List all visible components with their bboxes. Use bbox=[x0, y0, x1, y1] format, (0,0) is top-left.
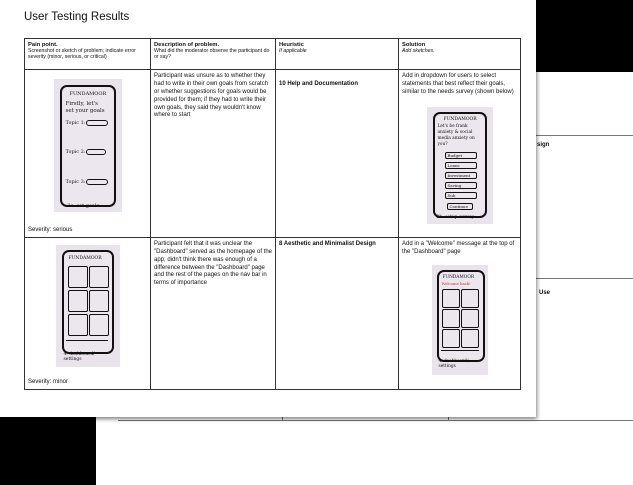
solution-text: Add in a "Welcome" message at the top of the "Dashboard" page bbox=[402, 241, 515, 256]
sketch-field bbox=[86, 179, 108, 185]
sketch-dropdown bbox=[445, 192, 477, 199]
sketch-dropdown bbox=[445, 182, 477, 189]
description-cell bbox=[151, 238, 276, 390]
sketch-field bbox=[86, 120, 108, 126]
description-text: Participant felt that it was unclear the "Dashboard" served as the homepage of the app; didn't think there was enough of a difference between the "Dashboard" page and the rest of the pages on the nav bar in terms of importance bbox=[154, 241, 273, 287]
header-label: Solution bbox=[402, 42, 426, 48]
header-heuristic bbox=[276, 39, 399, 70]
sketch-caption: 2b. setup survey bbox=[436, 214, 475, 220]
sketch-card bbox=[461, 309, 479, 328]
sketch-card bbox=[68, 314, 88, 336]
description-text: Participant was unsure as to whether they had to write in their own goals from scratch or whether suggestions for goals would be provided for them; if they had to write their own goals, they said they wouldn't know where to start bbox=[154, 73, 269, 119]
sketch-text: you? bbox=[437, 141, 448, 147]
sketch-text: Let's be frank bbox=[437, 123, 468, 129]
heuristic-text: 8 Aesthetic and Minimalist Design bbox=[279, 241, 376, 248]
heuristic-cell bbox=[276, 238, 399, 390]
table-row bbox=[25, 70, 521, 238]
pain-sketch-image bbox=[54, 79, 122, 212]
sketch-field bbox=[86, 149, 106, 155]
header-sub: If applicable bbox=[279, 48, 307, 54]
back-rule bbox=[118, 420, 633, 421]
sketch-caption: 4. dashboard/ settings bbox=[438, 358, 469, 369]
results-table bbox=[24, 38, 521, 390]
header-sub: What did the moderator observe the participant do or say? bbox=[154, 48, 270, 61]
table-row bbox=[25, 238, 521, 390]
severity-label: Severity: minor bbox=[28, 379, 69, 385]
sketch-button bbox=[447, 203, 473, 210]
header-pain-point bbox=[25, 39, 151, 70]
sketch-text: Firstly, let's bbox=[65, 101, 98, 108]
header-solution bbox=[399, 39, 521, 70]
severity-label: Severity: serious bbox=[28, 227, 73, 234]
sketch-text: FUNDAMOOR bbox=[68, 256, 102, 262]
page-title: User Testing Results bbox=[24, 11, 130, 23]
sketch-text: Topic 2: bbox=[65, 149, 86, 156]
sketch-text: Loans bbox=[447, 162, 460, 168]
sketch-text: Topic 3: bbox=[65, 179, 86, 186]
sketch-text: Sub bbox=[447, 192, 456, 198]
sketch-card bbox=[442, 289, 460, 308]
sketch-card bbox=[68, 290, 88, 312]
sketch-text: anxiety & social bbox=[437, 129, 473, 135]
pain-sketch-image bbox=[56, 245, 120, 367]
pain-point-cell bbox=[25, 238, 151, 390]
sketch-text: Saving bbox=[447, 182, 462, 188]
sketch-text: Continue bbox=[449, 203, 468, 209]
sketch-navbar bbox=[441, 350, 479, 351]
sketch-text: FUNDAMOOR bbox=[443, 116, 477, 122]
sketch-card bbox=[461, 329, 479, 348]
sketch-caption: 4. dashboard/ settings bbox=[63, 352, 95, 363]
header-description bbox=[151, 39, 276, 70]
sketch-card bbox=[442, 309, 460, 328]
sketch-card bbox=[89, 266, 109, 288]
table-header-row bbox=[25, 39, 521, 70]
sketch-card bbox=[89, 314, 109, 336]
solution-sketch-image bbox=[432, 265, 488, 375]
sketch-text: FUNDAMOOR bbox=[442, 274, 475, 280]
background-text: sign bbox=[537, 142, 550, 148]
heuristic-cell bbox=[276, 70, 399, 238]
background-text: Use bbox=[539, 290, 551, 296]
header-label: Description of problem. bbox=[154, 42, 220, 48]
phone-outline bbox=[60, 85, 116, 210]
sketch-card bbox=[68, 266, 88, 288]
phone-outline bbox=[433, 112, 487, 218]
sketch-text: FUNDAMOOR bbox=[69, 91, 107, 98]
sketch-text: Investment bbox=[447, 172, 471, 178]
sketch-caption: 2c. set goals bbox=[67, 203, 100, 210]
sketch-dropdown bbox=[445, 162, 477, 169]
header-sub: Add sketches. bbox=[402, 48, 435, 54]
sketch-text: set your goals bbox=[65, 108, 105, 115]
header-label: Heuristic bbox=[279, 42, 304, 48]
phone-outline bbox=[62, 250, 114, 354]
sketch-card bbox=[442, 329, 460, 348]
sketch-navbar bbox=[66, 340, 108, 341]
sketch-welcome-text: Welcome back! bbox=[441, 280, 471, 286]
heuristic-text: 10 Help and Documentation bbox=[279, 81, 359, 88]
solution-sketch-image bbox=[427, 107, 493, 224]
solution-text: Add in dropdown for users to select statements that best reflect their goals, similar to the needs survey (shown below) bbox=[402, 73, 514, 95]
sketch-text: Topic 1: bbox=[65, 120, 86, 127]
header-sub: Screenshot or sketch of problem; indicate error severity (minor, serious, or critical) bbox=[28, 48, 136, 61]
pain-point-cell bbox=[25, 70, 151, 238]
header-label: Pain point. bbox=[28, 42, 58, 48]
sketch-card bbox=[89, 290, 109, 312]
solution-cell bbox=[399, 238, 521, 390]
phone-outline bbox=[437, 270, 485, 362]
sketch-text: media anxiety on bbox=[437, 135, 475, 141]
sketch-dropdown bbox=[445, 152, 477, 159]
description-cell bbox=[151, 70, 276, 238]
sketch-card bbox=[461, 289, 479, 308]
sketch-text: Budget bbox=[447, 152, 463, 158]
sketch-dropdown bbox=[445, 172, 477, 179]
solution-cell bbox=[399, 70, 521, 238]
